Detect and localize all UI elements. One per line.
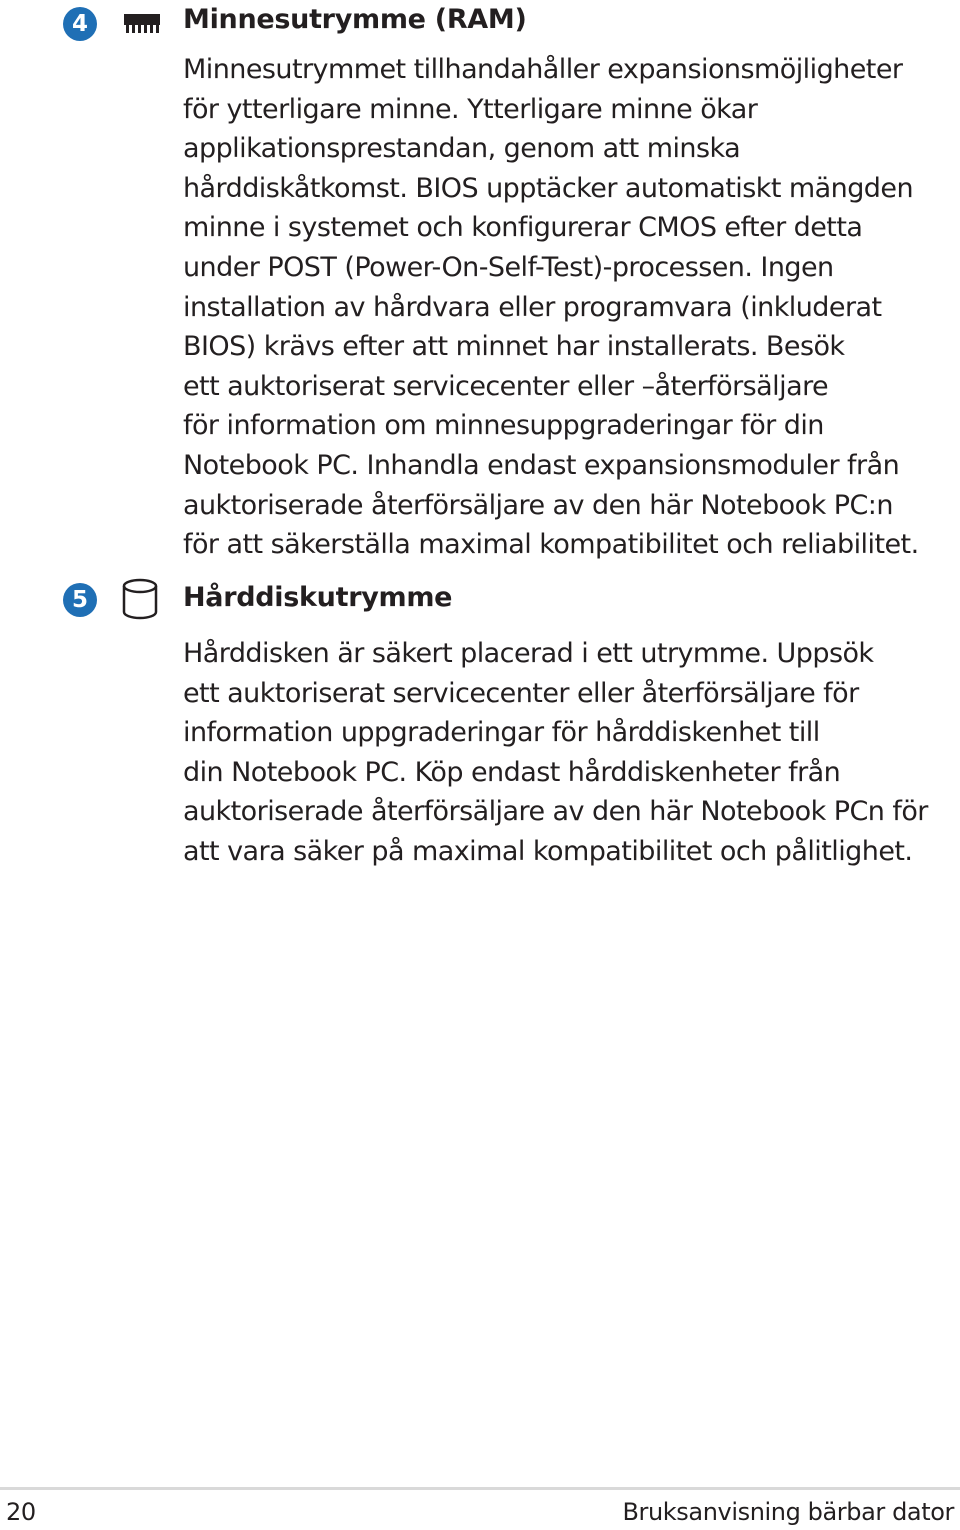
- section-body: [183, 50, 919, 565]
- body-line: att vara säker på maximal kompatibilitet och pålitlighet.: [183, 835, 913, 867]
- body-line: applikationsprestandan, genom att minska: [183, 133, 741, 165]
- page-number: 20: [6, 1498, 36, 1526]
- body-line: Minnesutrymmet tillhandahåller expansionsmöjligheter: [183, 54, 903, 85]
- body-line: BIOS) krävs efter att minnet har installerats. Besök: [183, 331, 845, 363]
- footer-title: Bruksanvisning bärbar dator: [622, 1498, 954, 1526]
- body-line: ett auktoriserat servicecenter eller återförsäljare för: [183, 677, 859, 709]
- body-line: auktoriserade återförsäljare av den här Notebook PCn för: [183, 796, 928, 828]
- body-line: installation av hårdvara eller programvara (inkluderat: [183, 291, 882, 323]
- memory-module-icon: [123, 13, 161, 39]
- body-line: under POST (Power-On-Self-Test)-processen. Ingen: [183, 251, 834, 283]
- body-line: Hårddisken är säkert placerad i ett utrymme. Uppsök: [183, 638, 874, 669]
- section-number-badge: 4: [63, 7, 97, 41]
- hard-disk-icon: [121, 578, 159, 626]
- body-line: information uppgraderingar för hårddiskenhet till: [183, 717, 820, 749]
- body-line: minne i systemet och konfigurerar CMOS efter detta: [183, 212, 863, 244]
- section-heading: Minnesutrymme (RAM): [183, 4, 527, 35]
- body-line: din Notebook PC. Köp endast hårddiskenheter från: [183, 756, 841, 788]
- footer-divider: [0, 1487, 960, 1490]
- section-body: [183, 634, 928, 872]
- body-line: hårddiskåtkomst. BIOS upptäcker automatiskt mängden: [183, 172, 914, 204]
- body-line: för ytterligare minne. Ytterligare minne ökar: [183, 93, 758, 125]
- body-line: för information om minnesuppgraderingar för din: [183, 410, 824, 442]
- body-line: Notebook PC. Inhandla endast expansionsmoduler från: [183, 449, 900, 481]
- body-line: för att säkerställa maximal kompatibilitet och reliabilitet.: [183, 529, 919, 561]
- section-number-badge: 5: [63, 583, 97, 617]
- body-line: ett auktoriserat servicecenter eller –återförsäljare: [183, 370, 829, 402]
- section-heading: Hårddiskutrymme: [183, 582, 453, 613]
- body-line: auktoriserade återförsäljare av den här Notebook PC:n: [183, 489, 893, 521]
